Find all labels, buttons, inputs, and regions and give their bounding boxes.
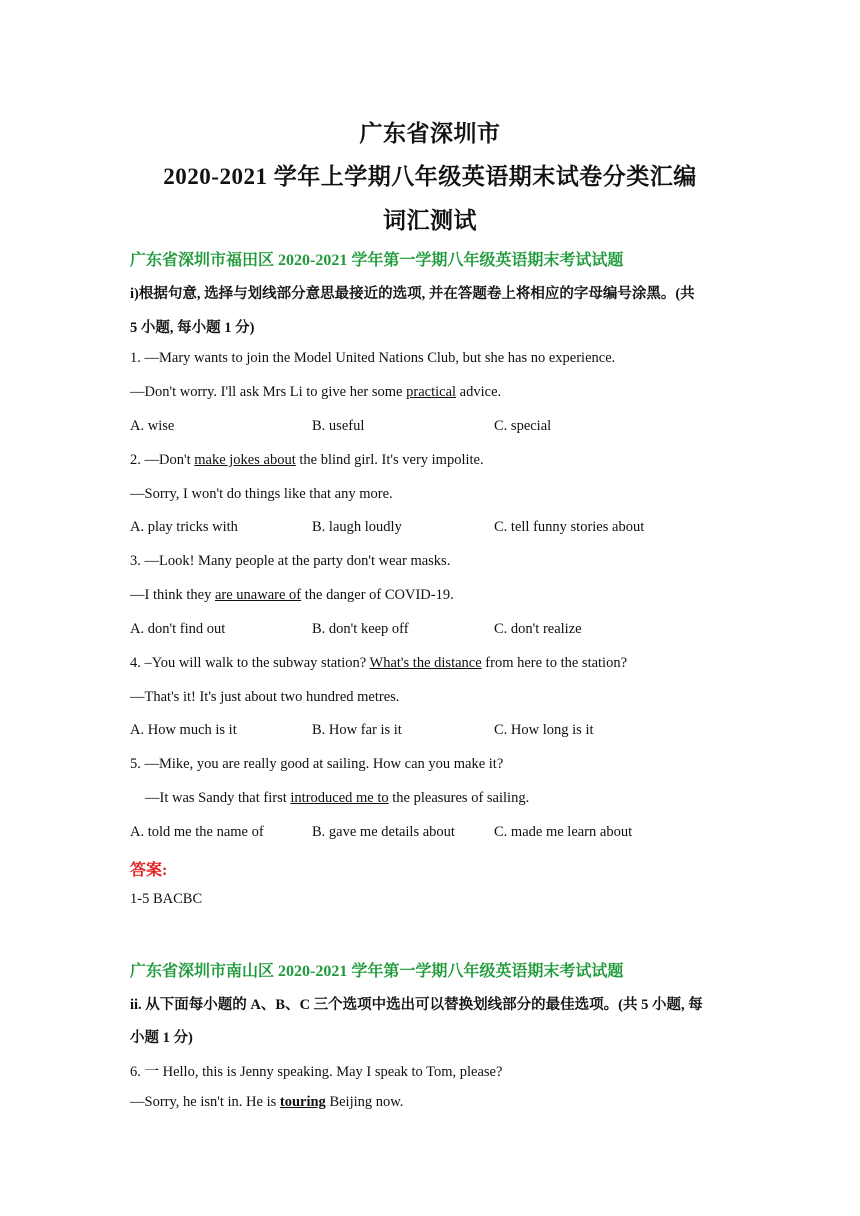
q5-reply-post: the pleasures of sailing.: [388, 790, 530, 806]
q6-underlined: touring: [279, 1094, 326, 1110]
q6-prompt: 6. 一 Hello, this is Jenny speaking. May I speak to Tom, please?: [130, 1064, 503, 1080]
q2-prompt-post: the blind girl. It's very impolite.: [295, 452, 484, 468]
doc-title-line2: 2020-2021 学年上学期八年级英语期末试卷分类汇编: [163, 164, 697, 189]
q3-reply: [130, 587, 454, 604]
q3-option-a: A. don't find out: [130, 621, 226, 637]
q4-option-a: A. How much is it: [130, 722, 237, 738]
q4-option-c: C. How long is it: [494, 722, 594, 738]
q4-prompt: [130, 655, 627, 672]
q5-underlined: introduced me to: [290, 790, 389, 806]
q2-prompt: [130, 452, 484, 469]
q1-option-b: B. useful: [312, 418, 365, 434]
q2-option-c: C. tell funny stories about: [494, 519, 645, 535]
q1-reply: [130, 384, 501, 401]
q1-option-c: C. special: [494, 418, 552, 434]
q2-underlined: make jokes about: [194, 452, 296, 468]
section1-instruction-cont: 5 小题, 每小题 1 分): [130, 320, 255, 336]
q4-underlined: What's the distance: [369, 655, 482, 671]
q6-reply-pre: —Sorry, he isn't in. He is: [130, 1094, 280, 1110]
q1-option-a: A. wise: [130, 418, 175, 434]
q3-underlined: are unaware of: [214, 587, 302, 603]
q3-option-b: B. don't keep off: [312, 621, 409, 637]
q3-reply-post: the danger of COVID-19.: [301, 587, 454, 603]
section2-instruction: ii. 从下面每小题的 A、B、C 三个选项中选出可以替换划线部分的最佳选项。(共 5 小题, 每: [130, 997, 703, 1013]
answer-label: 答案:: [130, 862, 168, 879]
section2-heading: 广东省深圳市南山区 2020-2021 学年第一学期八年级英语期末考试试题: [130, 963, 624, 980]
q6-reply: [130, 1094, 403, 1111]
q5-reply-pre: —It was Sandy that first: [145, 790, 291, 806]
q4-prompt-pre: 4. –You will walk to the subway station?: [130, 655, 370, 671]
q2-option-b: B. laugh loudly: [312, 519, 402, 535]
answer-key: 1-5 BACBC: [130, 891, 203, 907]
q1-reply-post: advice.: [456, 384, 502, 400]
q5-prompt: 5. —Mike, you are really good at sailing. How can you make it?: [130, 756, 504, 772]
q3-reply-pre: —I think they: [130, 587, 215, 603]
q5-option-b: B. gave me details about: [312, 824, 455, 840]
q5-option-c: C. made me learn about: [494, 824, 633, 840]
q6-reply-post: Beijing now.: [325, 1094, 404, 1110]
q1-underlined: practical: [406, 384, 457, 400]
q5-reply: [145, 790, 529, 807]
section1-instruction: i)根据句意, 选择与划线部分意思最接近的选项, 并在答题卷上将相应的字母编号涂黑。(共: [130, 286, 695, 302]
q3-prompt: 3. —Look! Many people at the party don't wear masks.: [130, 553, 451, 569]
q3-option-c: C. don't realize: [494, 621, 582, 637]
q5-option-a: A. told me the name of: [130, 824, 264, 840]
doc-title-line1: 广东省深圳市: [359, 121, 501, 146]
q2-prompt-pre: 2. —Don't: [130, 452, 195, 468]
section2-instruction-cont: 小题 1 分): [130, 1030, 193, 1046]
section1-heading: 广东省深圳市福田区 2020-2021 学年第一学期八年级英语期末考试试题: [130, 252, 624, 269]
q2-reply: —Sorry, I won't do things like that any more.: [130, 486, 393, 502]
q4-reply: —That's it! It's just about two hundred metres.: [130, 689, 400, 705]
q1-prompt: 1. —Mary wants to join the Model United Nations Club, but she has no experience.: [130, 350, 616, 366]
q1-reply-pre: —Don't worry. I'll ask Mrs Li to give her some: [130, 384, 407, 400]
q4-prompt-post: from here to the station?: [481, 655, 628, 671]
q2-option-a: A. play tricks with: [130, 519, 238, 535]
doc-title-line3: 词汇测试: [383, 208, 477, 233]
q4-option-b: B. How far is it: [312, 722, 402, 738]
